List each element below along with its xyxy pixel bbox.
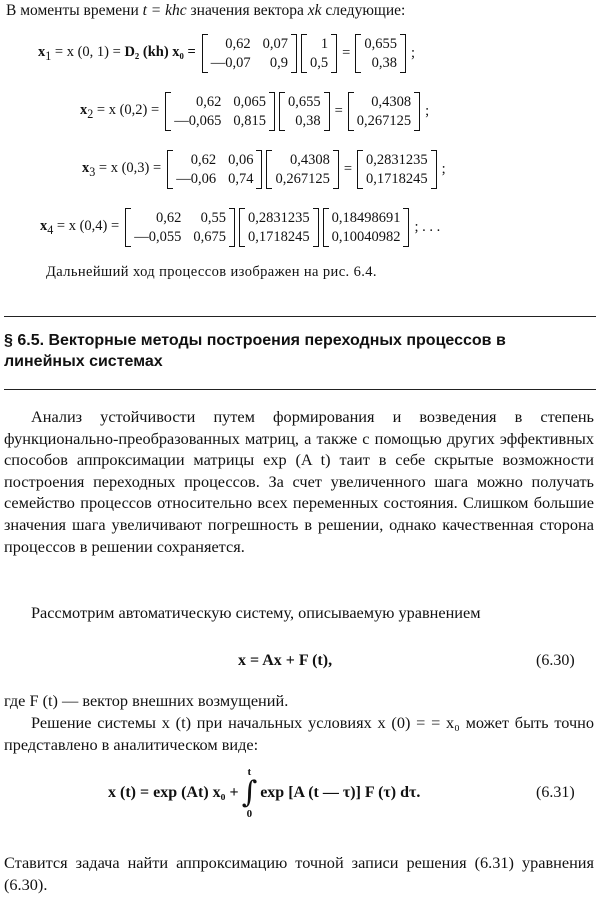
result-vector: 0,655 0,38 <box>355 34 406 73</box>
input-vector: 0,4308 0,267125 <box>266 150 338 189</box>
transition-matrix: 0,62 0,065 —0,065 0,815 <box>165 92 275 131</box>
further-text: Дальнейший ход процессов изображен на рис. 6.4. <box>46 264 377 280</box>
intro-formula: t = khc <box>142 2 187 19</box>
input-vector: 0,2831235 0,1718245 <box>239 208 319 247</box>
paragraph-3: где F (t) — вектор внешних возмущений. <box>4 691 289 710</box>
equation-lhs: $x_1 = x$ (0, 1) = D₂ (kh) x₀ = <box>38 43 196 63</box>
equation-x4: $x_4 = x$ (0,4) = 0,62 0,55 —0,055 0,675 0,2831235 0,1718245 0,18498691 0,10040982 ; . . . <box>40 210 441 245</box>
formula-6-30: x = Ax + F (t), <box>238 652 333 669</box>
intro-middle: значения вектора <box>186 2 308 19</box>
equation-lhs: $x_4 = x$ (0,4) = <box>40 217 120 237</box>
equation-number-6-31: (6.31) <box>536 784 575 801</box>
result-vector: 0,4308 0,267125 <box>348 92 420 131</box>
result-vector: 0,18498691 0,10040982 <box>323 208 410 247</box>
intro-tail: следующие: <box>321 2 406 19</box>
paragraph-5: Ставится задача найти аппроксимацию точной записи решения (6.31) уравнения (6.30). <box>4 853 594 894</box>
transition-matrix: 0,62 0,55 —0,055 0,675 <box>125 208 235 247</box>
paragraph-2: Рассмотрим автоматическую систему, описываемую уравнением <box>31 603 481 622</box>
paragraph-1: Анализ устойчивости путем формирования и возведения в степень функционально-преобразованных матриц, а также с помощью других эффективных способов аппроксимации матрицы exp (A t) таит в себе скрытые возможности построения переходных процессов. За счет увеличенного шага можно получать семейство процессов относительно всех переменных состояния. Слишком большие значения шага увеличивают погрешность в решении, однако качественная сторона процессов в решении сохраняется. <box>4 407 594 556</box>
equation-number-6-30: (6.30) <box>536 652 575 669</box>
equation-x3: $x_3 = x$ (0,3) = 0,62 0,06 —0,06 0,74 0,4308 0,267125 = 0,2831235 0,1718245 ; <box>82 152 446 187</box>
intro-line <box>6 0 405 22</box>
divider-top <box>4 316 596 317</box>
divider-bottom <box>4 389 596 390</box>
integral-sign: t ∫ 0 <box>241 766 258 820</box>
equation-lhs: $x_3 = x$ (0,3) = <box>82 159 162 179</box>
formula-6-31: x (t) = exp (At) x₀ + t ∫ 0 exp [A (t — τ)] F (τ) dτ. <box>108 766 421 820</box>
input-vector: 1 0,5 <box>301 34 337 73</box>
input-vector: 0,655 0,38 <box>279 92 330 131</box>
result-vector: 0,2831235 0,1718245 <box>357 150 437 189</box>
equation-lhs: $x_2 = x$ (0,2) = <box>80 101 160 121</box>
intro-vector: xk <box>307 2 322 19</box>
equation-x1: $x_1 = x$ (0, 1) = D₂ (kh) x₀ = 0,62 0,07 —0,07 0,9 1 0,5 = 0,655 0,38 ; <box>38 36 415 71</box>
intro-lead: В моменты времени <box>6 2 143 19</box>
equation-x2: $x_2 = x$ (0,2) = 0,62 0,065 —0,065 0,815 0,655 0,38 = 0,4308 0,267125 ; <box>80 94 430 129</box>
transition-matrix: 0,62 0,07 —0,07 0,9 <box>202 34 297 73</box>
transition-matrix: 0,62 0,06 —0,06 0,74 <box>167 150 262 189</box>
paragraph-4: Решение системы x (t) при начальных условиях x (0) = = x₀ может быть точно представлено в аналитическом виде: <box>4 713 594 754</box>
section-title: § 6.5. Векторные методы построения переходных процессов в линейных системах <box>4 332 506 370</box>
